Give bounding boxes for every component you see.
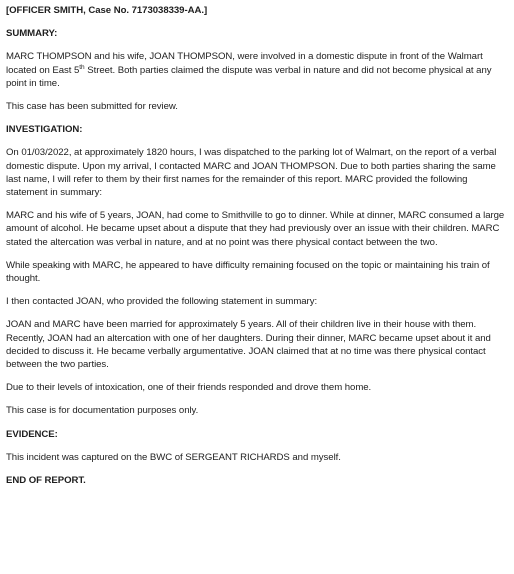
investigation-paragraph: MARC and his wife of 5 years, JOAN, had come to Smithville to go to dinner. While at dinner, MARC consumed a large amount of alcohol. He became upset about a dispute that they had previously over an issue with their children. MARC stated the altercation was verbal in nature, and at no point was there physical contact between the two. <box>6 210 505 248</box>
case-header: [OFFICER SMITH, Case No. 7173038339-AA.] <box>6 5 208 16</box>
summary-paragraph <box>6 50 506 90</box>
investigation-paragraph: This case is for documentation purposes only. <box>6 405 199 417</box>
end-of-report: END OF REPORT. <box>6 475 86 487</box>
investigation-paragraph: Due to their levels of intoxication, one of their friends responded and drove them home. <box>6 382 372 394</box>
summary-text-end: Street. Both parties claimed the dispute was verbal in nature and did not become physical at any point in time. <box>6 64 492 89</box>
evidence-heading: EVIDENCE: <box>6 428 58 440</box>
summary-heading: SUMMARY: <box>6 28 58 40</box>
investigation-paragraph: On 01/03/2022, at approximately 1820 hours, I was dispatched to the parking lot of Walmart, on the report of a verbal domestic dispute. Upon my arrival, I contacted MARC and JOAN THOMPSON. Due to both parties sharing the same last name, I will refer to them by their first names for the remainder of this report. MARC provided the following statement in summary: <box>6 147 497 199</box>
report-document <box>6 4 506 487</box>
investigation-paragraph: I then contacted JOAN, who provided the following statement in summary: <box>6 296 318 308</box>
evidence-paragraph: This incident was captured on the BWC of SERGEANT RICHARDS and myself. <box>6 451 341 463</box>
ordinal-suffix: th <box>79 63 85 71</box>
summary-review-note: This case has been submitted for review. <box>6 101 178 113</box>
investigation-heading: INVESTIGATION: <box>6 124 83 136</box>
investigation-paragraph: JOAN and MARC have been married for approximately 5 years. All of their children live in their house with them. Recently, JOAN had an altercation with one of her daughters. During their dinner, MARC became upset about it and decided to discuss it. He became verbally argumentative. JOAN claimed that at no time was there physical contact between the two parties. <box>6 319 491 371</box>
summary-text-start: MARC THOMPSON and his wife, JOAN THOMPSON, were involved in a domestic dispute in front of the Walmart located on East 5 <box>6 51 483 76</box>
investigation-paragraph: While speaking with MARC, he appeared to have difficulty remaining focused on the topic or maintaining his train of thought. <box>6 259 490 285</box>
